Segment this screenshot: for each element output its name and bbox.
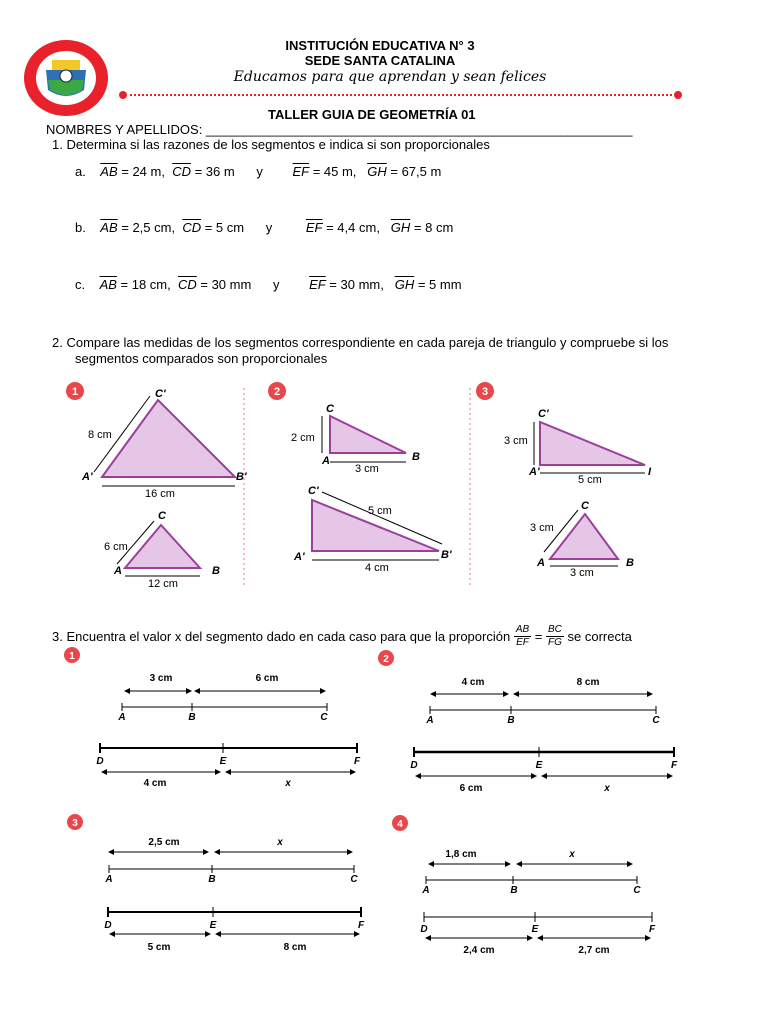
svg-text:C: C bbox=[633, 885, 641, 896]
svg-text:B: B bbox=[212, 565, 220, 577]
svg-text:A: A bbox=[118, 712, 126, 723]
q3-figure-2 bbox=[378, 650, 678, 794]
svg-text:2: 2 bbox=[383, 654, 389, 665]
svg-text:B: B bbox=[510, 885, 518, 896]
question-3-prompt: 3. Encuentra el valor x del segmento dado en cada caso para que la proporción $\frac{AB}{EF}$ = $\frac{BC}{FG}$ se correcta bbox=[52, 623, 632, 648]
svg-text:6 cm: 6 cm bbox=[255, 673, 279, 684]
q1-item-b: b. $\overline{AB} = 2,5$ cm, $\overline{CD} = 5$ cm y $\overline{EF} = 4,4$ cm, $\overline{GH} = 8$ cm bbox=[75, 220, 454, 235]
svg-text:F: F bbox=[670, 760, 678, 771]
school-logo bbox=[22, 38, 110, 118]
svg-text:I: I bbox=[648, 466, 652, 478]
svg-text:3 cm: 3 cm bbox=[570, 567, 594, 579]
triangle-big bbox=[540, 422, 645, 465]
svg-text:12 cm: 12 cm bbox=[148, 578, 178, 590]
question-1-prompt: 1. Determina si las razones de los segmentos e indica si son proporcionales bbox=[52, 137, 490, 152]
svg-text:6 cm: 6 cm bbox=[459, 783, 483, 794]
svg-text:A: A bbox=[114, 565, 122, 577]
svg-text:A: A bbox=[426, 715, 434, 726]
svg-text:1,8 cm: 1,8 cm bbox=[445, 849, 477, 860]
svg-text:C: C bbox=[320, 712, 328, 723]
svg-text:x: x bbox=[285, 778, 291, 789]
page-title: TALLER GUIA DE GEOMETRÍA 01 bbox=[268, 107, 476, 122]
svg-text:B: B bbox=[188, 712, 196, 723]
svg-text:3 cm: 3 cm bbox=[355, 463, 379, 475]
svg-text:D: D bbox=[96, 756, 104, 767]
q3-figure-1 bbox=[64, 647, 361, 789]
svg-text:E: E bbox=[219, 756, 227, 767]
header-divider bbox=[118, 90, 684, 100]
question-2-prompt-line1: 2. Compare las medidas de los segmentos correspondiente en cada pareja de triangulo y compruebe si los bbox=[52, 335, 669, 350]
svg-text:6 cm: 6 cm bbox=[104, 541, 128, 553]
svg-text:A: A bbox=[105, 874, 113, 885]
svg-text:1: 1 bbox=[71, 386, 79, 398]
svg-text:B: B bbox=[507, 715, 515, 726]
ratio-ab-ef: $\frac{AB}{EF}$ bbox=[515, 623, 530, 648]
q2-figure-2 bbox=[268, 382, 452, 574]
svg-text:2 cm: 2 cm bbox=[291, 432, 315, 444]
svg-text:C: C bbox=[581, 500, 589, 512]
triangle-small bbox=[125, 525, 200, 568]
q2-figures bbox=[60, 380, 680, 595]
q1-item-a: a. $\overline{AB} = 24$ m, $\overline{CD} = 36$ m y $\overline{EF} = 45$ m, $\overline{GH} = 67,5$ m bbox=[75, 164, 442, 179]
svg-text:4 cm: 4 cm bbox=[143, 778, 167, 789]
svg-text:C': C' bbox=[155, 388, 166, 400]
svg-text:E: E bbox=[535, 760, 543, 771]
motto: Educamos para que aprendan y sean felices bbox=[233, 69, 547, 85]
svg-text:5 cm: 5 cm bbox=[578, 474, 602, 486]
svg-text:3 cm: 3 cm bbox=[504, 435, 528, 447]
svg-text:A': A' bbox=[529, 466, 540, 478]
sede-name: SEDE SANTA CATALINA bbox=[304, 53, 456, 68]
svg-text:1: 1 bbox=[69, 651, 75, 662]
svg-text:2,4 cm: 2,4 cm bbox=[463, 945, 495, 956]
svg-text:3 cm: 3 cm bbox=[149, 673, 173, 684]
triangle-big bbox=[330, 416, 406, 453]
svg-text:D: D bbox=[104, 920, 112, 931]
svg-text:4: 4 bbox=[397, 819, 403, 830]
svg-text:C: C bbox=[158, 510, 166, 522]
svg-text:A: A bbox=[322, 455, 330, 467]
names-field-label: NOMBRES Y APELLIDOS: ___________________________________________________________ bbox=[46, 122, 633, 137]
svg-text:8 cm: 8 cm bbox=[88, 429, 112, 441]
svg-text:B: B bbox=[412, 451, 420, 463]
svg-text:E: E bbox=[209, 920, 217, 931]
svg-text:D: D bbox=[410, 760, 418, 771]
svg-text:F: F bbox=[353, 756, 361, 767]
svg-text:E: E bbox=[531, 924, 539, 935]
svg-text:C: C bbox=[326, 403, 334, 415]
q3-figures bbox=[55, 645, 695, 965]
svg-text:A': A' bbox=[294, 551, 305, 563]
svg-text:3: 3 bbox=[481, 386, 489, 398]
institution-name: INSTITUCIÓN EDUCATIVA N° 3 bbox=[285, 38, 475, 53]
svg-text:3: 3 bbox=[72, 818, 78, 829]
svg-text:5 cm: 5 cm bbox=[147, 942, 171, 953]
svg-text:16 cm: 16 cm bbox=[145, 488, 175, 500]
svg-text:B': B' bbox=[236, 471, 247, 483]
q3-figure-4 bbox=[392, 815, 656, 956]
svg-text:8 cm: 8 cm bbox=[576, 677, 600, 688]
svg-text:F: F bbox=[357, 920, 365, 931]
svg-text:4 cm: 4 cm bbox=[461, 677, 485, 688]
svg-text:2,7 cm: 2,7 cm bbox=[578, 945, 610, 956]
svg-text:A: A bbox=[422, 885, 430, 896]
svg-text:3 cm: 3 cm bbox=[530, 522, 554, 534]
svg-text:B: B bbox=[626, 557, 634, 569]
q2-figure-1 bbox=[66, 382, 247, 590]
svg-text:D: D bbox=[420, 924, 428, 935]
svg-text:4 cm: 4 cm bbox=[365, 562, 389, 574]
q3-figure-3 bbox=[67, 814, 365, 953]
svg-text:F: F bbox=[648, 924, 656, 935]
svg-text:5 cm: 5 cm bbox=[368, 505, 392, 517]
q2-figure-3 bbox=[476, 382, 652, 579]
q1-item-c: c. $\overline{AB} = 18$ cm, $\overline{CD} = 30$ mm y $\overline{EF} = 30$ mm, $\overline{GH} = 5$ mm bbox=[75, 277, 462, 292]
svg-text:x: x bbox=[569, 849, 575, 860]
svg-text:C': C' bbox=[308, 485, 319, 497]
svg-text:C: C bbox=[350, 874, 358, 885]
svg-text:A: A bbox=[537, 557, 545, 569]
svg-text:A': A' bbox=[82, 471, 93, 483]
triangle-big bbox=[102, 400, 235, 477]
svg-text:x: x bbox=[604, 783, 610, 794]
svg-text:B': B' bbox=[441, 549, 452, 561]
question-2-prompt-line2: segmentos comparados son proporcionales bbox=[75, 351, 328, 366]
svg-text:C: C bbox=[652, 715, 660, 726]
triangle-small bbox=[550, 514, 618, 559]
ratio-bc-fg: $\frac{BC}{FG}$ bbox=[548, 623, 562, 648]
svg-text:B: B bbox=[208, 874, 216, 885]
svg-text:C': C' bbox=[538, 408, 549, 420]
svg-text:8 cm: 8 cm bbox=[283, 942, 307, 953]
svg-text:x: x bbox=[277, 837, 283, 848]
svg-text:2: 2 bbox=[273, 386, 281, 398]
svg-text:2,5 cm: 2,5 cm bbox=[148, 837, 180, 848]
